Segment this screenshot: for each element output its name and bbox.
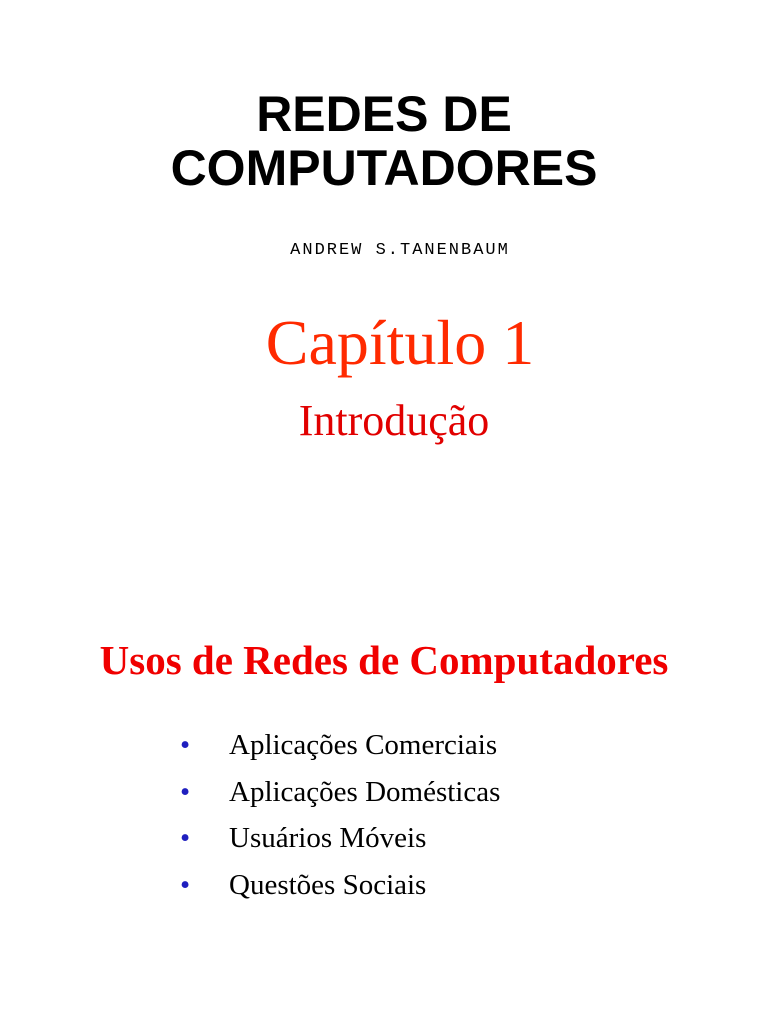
- list-item-text: Aplicações Domésticas: [229, 775, 501, 808]
- chapter-subtitle: Introdução: [298, 396, 490, 445]
- book-title-line-1: REDES DE: [256, 86, 512, 142]
- author-name: ANDREW S.TANENBAUM: [290, 241, 510, 260]
- bullet-icon: •: [180, 729, 191, 761]
- bullet-icon: •: [180, 868, 191, 901]
- list-item-text: Questões Sociais: [229, 868, 427, 901]
- list-item-text: Usuários Móveis: [229, 822, 427, 854]
- chapter-title: Capítulo 1: [265, 307, 535, 378]
- bullet-icon: •: [180, 822, 191, 854]
- section-heading: Usos de Redes de Computadores: [99, 637, 669, 684]
- book-title-line-2: COMPUTADORES: [170, 140, 598, 196]
- list-item-text: Aplicações Comerciais: [229, 729, 498, 761]
- bullet-icon: •: [180, 775, 191, 808]
